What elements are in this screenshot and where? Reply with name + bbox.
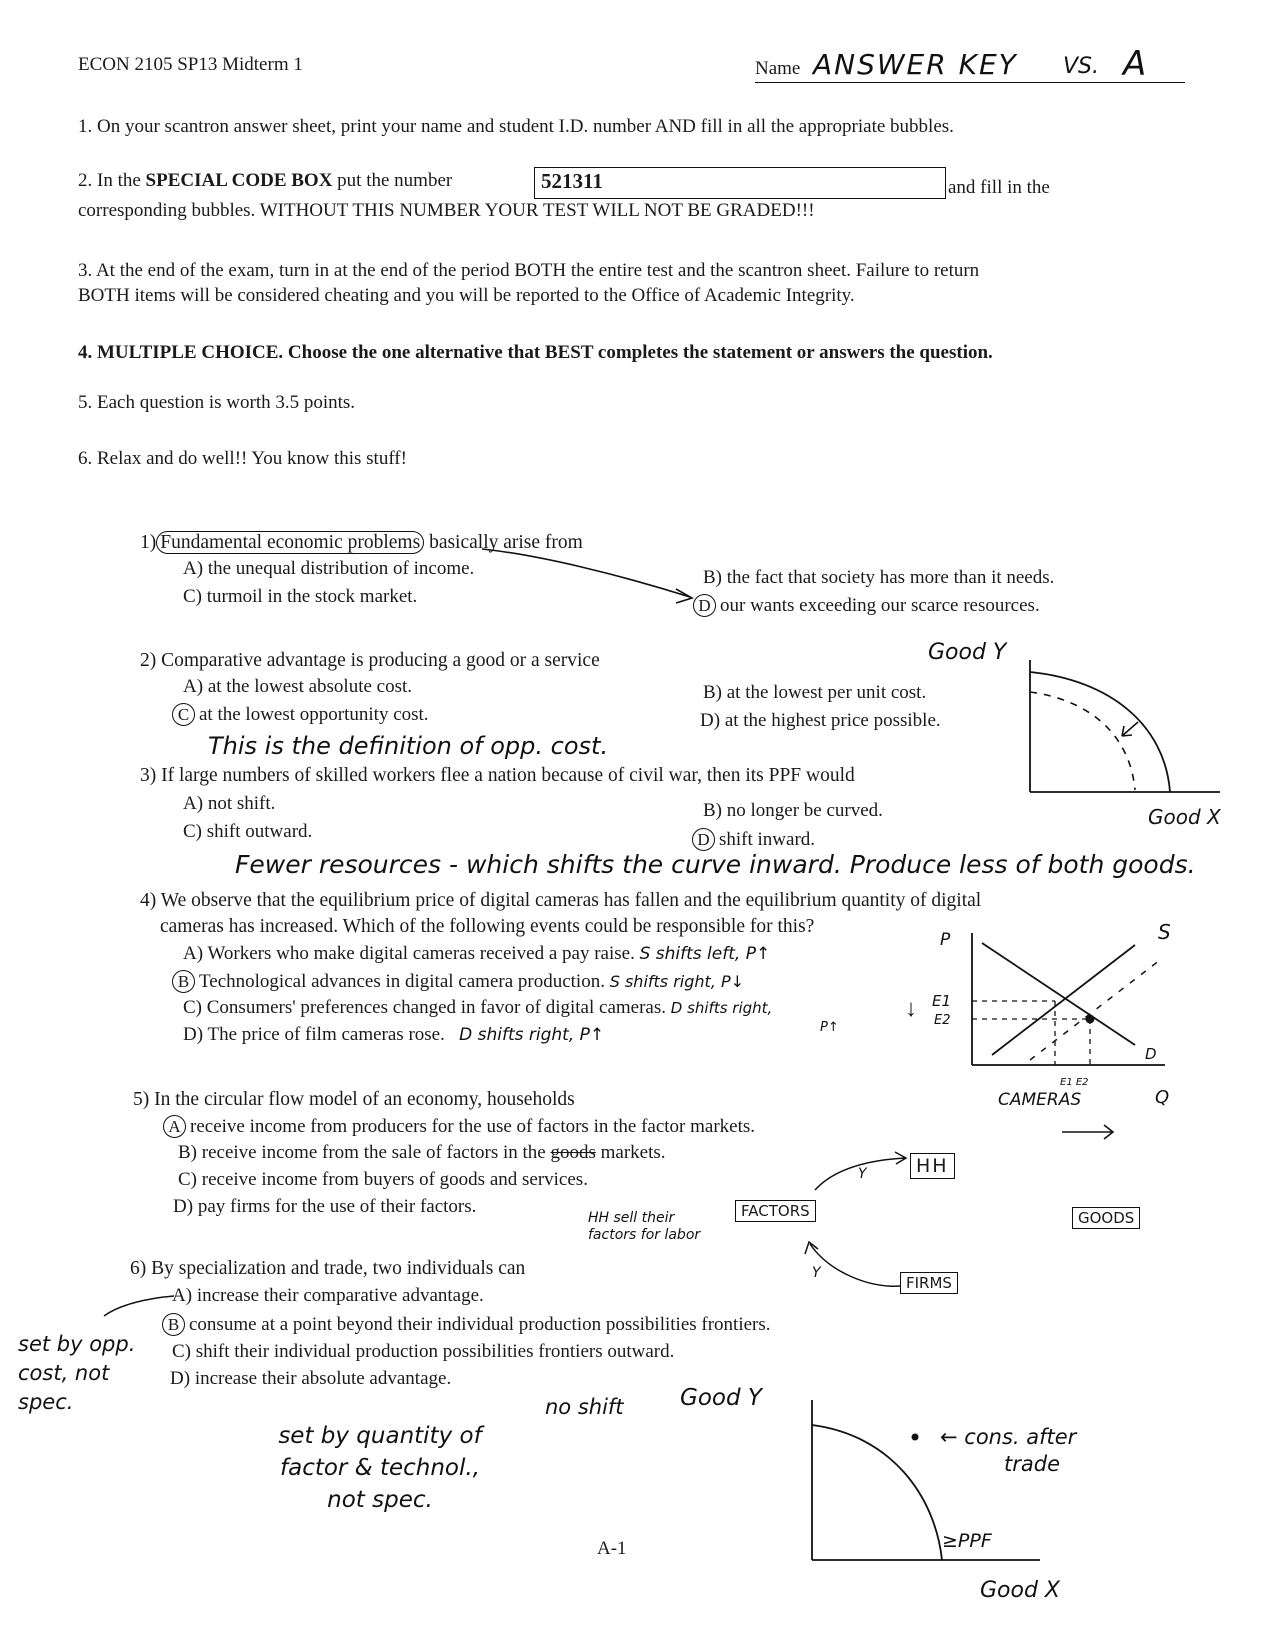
- q6-option-a-text: increase their comparative advantage.: [196, 1285, 484, 1306]
- cf-y-label-1: Y: [858, 1166, 867, 1182]
- ppf2-curve: [812, 1425, 942, 1560]
- q4-note-c: D shifts right,: [670, 999, 773, 1017]
- q5-handwritten-note: HH sell their factors for labor: [588, 1210, 701, 1243]
- supply-demand-diagram: [960, 925, 1175, 1075]
- instruction-2-text-b: put the number: [337, 170, 453, 191]
- q2-option-a-text: at the lowest absolute cost.: [207, 676, 413, 697]
- ppf-diagram-2: [800, 1395, 1060, 1570]
- instruction-2-text-a: 2. In the: [78, 170, 141, 191]
- q4-note-a: S shifts left, P↑: [639, 944, 771, 964]
- q6-option-b: [162, 1313, 771, 1336]
- sd-quantity-marks: E1 E2: [1060, 1077, 1089, 1088]
- question-3-stem: If large numbers of skilled workers flee a nation because of civil war, then its PPF would: [161, 765, 855, 786]
- instruction-2-text-c: and fill in the: [948, 177, 1050, 198]
- q2-option-d-text: at the highest price possible.: [724, 710, 941, 731]
- question-4-stem-1: We observe that the equilibrium price of digital cameras has fallen and the equilibrium quantity of digital: [160, 890, 982, 911]
- new-equilibrium-point: [1086, 1015, 1095, 1024]
- q5-option-b-strike: goods: [550, 1142, 596, 1163]
- q5-option-b-text-1: receive income from the sale of factors in the: [201, 1142, 546, 1163]
- q6-option-b-text: consume at a point beyond their individual production possibilities frontiers.: [189, 1314, 771, 1335]
- question-6: [130, 1258, 525, 1280]
- q3-option-b-text: no longer be curved.: [726, 800, 883, 821]
- question-6-number: 6): [130, 1258, 147, 1279]
- instruction-6: 6. Relax and do well!! You know this stuff!: [78, 448, 407, 469]
- q2-option-c: [172, 703, 429, 726]
- q1-option-b-text: the fact that society has more than it needs.: [726, 567, 1055, 588]
- version-value: A: [1123, 44, 1147, 84]
- sd-x-label: CAMERAS: [998, 1090, 1082, 1110]
- sd-e1-label: E1: [932, 992, 952, 1010]
- question-6-stem: By specialization and trade, two individuals can: [151, 1258, 526, 1279]
- q1-arrow: [480, 545, 710, 610]
- q4-option-b: [172, 970, 744, 993]
- q3-option-d: [692, 828, 815, 851]
- sd-d-label: D: [1145, 1045, 1157, 1063]
- ppf1-shifted-curve: [1030, 692, 1135, 790]
- instruction-4: 4. MULTIPLE CHOICE. Choose the one alternative that BEST completes the statement or answers the question.: [78, 342, 993, 363]
- special-code-box: [534, 167, 946, 199]
- ppf2-ppf-label: ≥PPF: [942, 1530, 992, 1552]
- instruction-5: 5. Each question is worth 3.5 points.: [78, 392, 356, 413]
- price-down-arrow: ↓: [905, 996, 917, 1022]
- q6-note-c: no shift: [545, 1395, 624, 1419]
- sd-q-label: Q: [1155, 1087, 1170, 1108]
- q5-option-a: [163, 1115, 755, 1138]
- question-4-number: 4): [140, 890, 157, 911]
- q3-option-d-text: shift inward.: [719, 829, 816, 850]
- q1-option-d: [693, 594, 1040, 617]
- q5-option-b-text-2: markets.: [600, 1142, 666, 1163]
- ppf2-point-note-2: trade: [1004, 1452, 1060, 1476]
- course-title: ECON 2105 SP13 Midterm 1: [78, 54, 303, 75]
- q4-option-b-text: Technological advances in digital camera production.: [199, 971, 605, 992]
- ppf2-point-note-1: ← cons. after: [940, 1425, 1077, 1449]
- instruction-1: 1. On your scantron answer sheet, print your name and student I.D. number AND fill in all the appropriate bubbles.: [78, 116, 954, 137]
- q5-option-d-text: pay firms for the use of their factors.: [197, 1196, 477, 1217]
- q4-option-a: A) Workers who make digital cameras received a pay raise. S shifts left, P↑: [183, 943, 771, 964]
- q2-option-b-text: at the lowest per unit cost.: [726, 682, 927, 703]
- q2-option-c-text: at the lowest opportunity cost.: [199, 704, 429, 725]
- q4-note-c-2: P↑: [820, 1020, 839, 1035]
- ppf2-y-label: Good Y: [680, 1385, 762, 1411]
- q5-option-d: D) pay firms for the use of their factors.: [173, 1196, 477, 1217]
- q3-option-c: C) shift outward.: [183, 821, 313, 842]
- q2-answer-circle: C: [172, 703, 195, 726]
- q5-option-c: C) receive income from buyers of goods and services.: [178, 1169, 588, 1190]
- q4-answer-circle: B: [172, 970, 195, 993]
- q1-option-c-text: turmoil in the stock market.: [206, 586, 418, 607]
- q3-option-a: A) not shift.: [183, 793, 276, 814]
- name-label: Name: [755, 58, 801, 79]
- sd-p-label: P: [940, 930, 951, 950]
- q6-note-a: set by opp. cost, not spec.: [18, 1332, 136, 1414]
- question-3: [140, 765, 855, 787]
- version-label: VS.: [1063, 54, 1100, 79]
- q6-option-c-text: shift their individual production possibilities frontiers outward.: [195, 1341, 675, 1362]
- question-1-boxed-phrase: Fundamental economic problems: [156, 531, 424, 554]
- cf-hh-box: HH: [910, 1153, 955, 1179]
- q4-option-c-text: Consumers' preferences changed in favor of digital cameras.: [206, 997, 666, 1018]
- q6-option-d-text: increase their absolute advantage.: [194, 1368, 452, 1389]
- question-4-line-1: [140, 890, 981, 912]
- question-1-number: 1): [140, 532, 157, 553]
- ppf1-curve: [1030, 672, 1170, 792]
- supply-curve: [992, 945, 1135, 1055]
- page-number: A-1: [597, 1538, 627, 1559]
- q6-option-c: C) shift their individual production possibilities frontiers outward.: [172, 1341, 675, 1362]
- q6-note-a-pointer: [100, 1290, 180, 1320]
- question-5: [133, 1089, 575, 1111]
- ppf1-x-label: Good X: [1148, 805, 1221, 829]
- q4-option-a-text: Workers who make digital cameras received a pay raise.: [207, 943, 635, 964]
- q1-option-a-text: the unequal distribution of income.: [207, 558, 475, 579]
- q5-option-a-text: receive income from producers for the use of factors in the factor markets.: [190, 1116, 756, 1137]
- question-3-number: 3): [140, 765, 157, 786]
- name-value: ANSWER KEY: [813, 48, 1018, 81]
- instruction-2-line-2: corresponding bubbles. WITHOUT THIS NUMBER YOUR TEST WILL NOT BE GRADED!!!: [78, 200, 815, 221]
- quantity-up-arrow: [1060, 1120, 1120, 1142]
- instruction-3-line-1: 3. At the end of the exam, turn in at the end of the period BOTH the entire test and the scantron sheet. Failure to return: [78, 260, 980, 281]
- question-5-stem: In the circular flow model of an economy, households: [154, 1089, 575, 1110]
- instruction-3-line-2: BOTH items will be considered cheating and you will be reported to the Office of Academic Integrity.: [78, 285, 855, 306]
- q6-answer-circle: B: [162, 1313, 185, 1336]
- q2-option-a: A) at the lowest absolute cost.: [183, 676, 413, 697]
- question-2-number: 2): [140, 650, 157, 671]
- q2-option-b: B) at the lowest per unit cost.: [703, 682, 927, 703]
- q3-answer-circle: D: [692, 828, 715, 851]
- q4-note-b: S shifts right, P↓: [609, 972, 745, 991]
- q4-option-d-text: The price of film cameras rose.: [207, 1024, 445, 1045]
- cf-goods-box: GOODS: [1072, 1207, 1140, 1229]
- special-code-number: 521311: [541, 169, 603, 193]
- question-4-line-2: cameras has increased. Which of the following events could be responsible for this?: [160, 916, 815, 937]
- demand-curve: [982, 943, 1135, 1045]
- q3-handwritten-note: Fewer resources - which shifts the curve inward. Produce less of both goods.: [235, 850, 1196, 879]
- name-field: [755, 44, 1185, 84]
- cf-firms-box: FIRMS: [900, 1272, 958, 1294]
- question-2-stem: Comparative advantage is producing a good or a service: [161, 650, 600, 671]
- cf-y-label-2: Y: [812, 1265, 821, 1281]
- q3-option-b: B) no longer be curved.: [703, 800, 883, 821]
- q1-option-a: A) the unequal distribution of income.: [183, 558, 475, 579]
- ppf-diagram-1: [1020, 650, 1220, 820]
- q1-answer-circle: D: [693, 594, 716, 617]
- question-1-stem: basically arise from: [429, 532, 583, 553]
- q6-option-d: D) increase their absolute advantage.: [170, 1368, 452, 1389]
- q1-option-b: B) the fact that society has more than it needs.: [703, 567, 1055, 588]
- sd-e2-label: E2: [934, 1013, 951, 1028]
- q5-option-b: B) receive income from the sale of factors in the goods markets.: [178, 1142, 666, 1163]
- instruction-2: [78, 170, 452, 192]
- consumption-after-trade-point: [912, 1434, 919, 1441]
- q1-option-d-text: our wants exceeding our scarce resources.: [720, 595, 1040, 616]
- q6-note-d: set by quantity of factor & technol., not spec.: [278, 1423, 482, 1513]
- ppf1-shift-arrow: [1122, 722, 1138, 736]
- ppf1-y-label: Good Y: [928, 640, 1007, 665]
- q6-option-a: A) increase their comparative advantage.: [172, 1285, 484, 1306]
- ppf2-x-label: Good X: [980, 1578, 1060, 1603]
- q4-option-d: D) The price of film cameras rose. D shifts right, P↑: [183, 1024, 605, 1045]
- question-2: [140, 650, 600, 672]
- q3-option-a-text: not shift.: [207, 793, 276, 814]
- q5-answer-circle: A: [163, 1115, 186, 1138]
- q2-option-d: D) at the highest price possible.: [700, 710, 941, 731]
- q4-option-c: C) Consumers' preferences changed in favor of digital cameras. D shifts right,: [183, 997, 773, 1018]
- question-5-number: 5): [133, 1089, 150, 1110]
- q3-option-c-text: shift outward.: [206, 821, 313, 842]
- q5-option-c-text: receive income from buyers of goods and services.: [201, 1169, 588, 1190]
- q4-note-d: D shifts right, P↑: [459, 1025, 605, 1045]
- q2-handwritten-note: This is the definition of opp. cost.: [208, 732, 609, 760]
- cf-factors-box: FACTORS: [735, 1200, 816, 1222]
- sd-s-label: S: [1158, 920, 1171, 944]
- special-code-box-label: SPECIAL CODE BOX: [145, 170, 333, 191]
- q1-option-c: C) turmoil in the stock market.: [183, 586, 418, 607]
